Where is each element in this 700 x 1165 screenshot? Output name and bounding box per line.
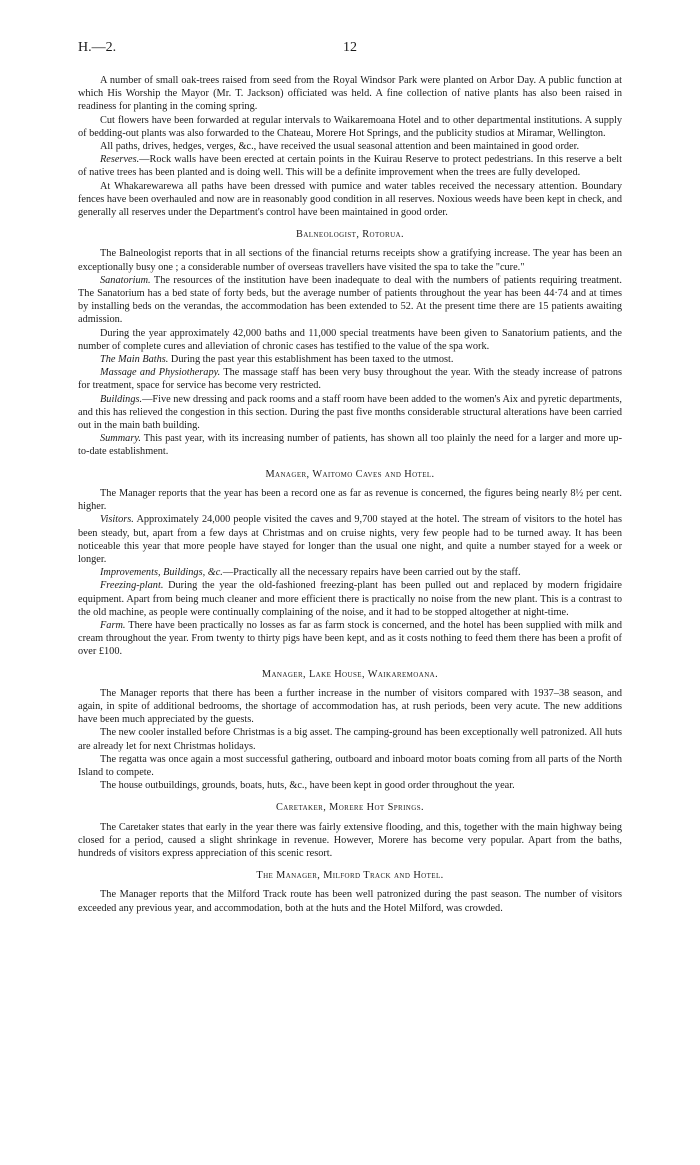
paragraph: At Whakarewarewa all paths have been dressed with pumice and water tables received the necessary attention. Boundary fences have been overhauled and now are in reasonably good condition in all reserves. Noxious weeds have been kept in check, and generally all reserves under the Department's control have been maintained in good order. (78, 180, 622, 219)
paragraph (78, 153, 622, 179)
paragraph-text: —Rock walls have been erected at certain points in the Kuirau Reserve to protect pedestrians. In this reserve a belt of native trees has been planted and is doing well. This will be a definite improvement when the trees are fully developed. (78, 154, 622, 179)
paragraph: The new cooler installed before Christmas is a big asset. The camping-ground has been exceptionally well patronized. All huts are already let for next Christmas holidays. (78, 727, 622, 752)
paragraph (78, 566, 622, 579)
paragraph (78, 247, 622, 273)
paragraph-lead: Summary. (100, 433, 141, 445)
section-heading: Manager, Waitomo Caves and Hotel. (265, 468, 435, 480)
paragraph-lead: The Main Baths. (100, 354, 169, 366)
paragraph: Cut flowers have been forwarded at regular intervals to Waikaremoana Hotel and to other departmental institutions. A supply of bedding-out plants was also forwarded to the Chateau, Morere Hot Springs, and the publicity studios at Miramar, Wellington. (78, 114, 622, 139)
section-heading: The Manager, Milford Track and Hotel. (256, 870, 444, 882)
page-header (78, 40, 622, 60)
paragraph-text: During the year approximately 42,000 baths and 11,000 special treatments have been given to Sanatorium patients, and the number of complete cures and alleviation of chronic cases has testified to the value of the spa work. (78, 327, 622, 352)
section-heading: Caretaker, Morere Hot Springs. (275, 802, 424, 814)
paragraph (78, 579, 622, 619)
intro-section (78, 74, 622, 219)
waitomo-section (78, 468, 622, 659)
morere-section (78, 801, 622, 860)
paragraph (78, 619, 622, 659)
paragraph: The Manager reports that there has been a further increase in the number of visitors compared with 1937–38 season, and again, in spite of additional bedrooms, the shortage of accommodation has, at rush periods, been very acute. The new additions have been much appreciated by the guests. (78, 687, 622, 726)
paragraph-lead: Visitors. (100, 514, 134, 526)
paragraph-text: The resources of the institution have been inadequate to deal with the numbers of patients requiring treatment. The Sanatorium has a bed state of forty beds, but the average number of patients throughout the year has been 44·74 and at times by installing beds on the verandas, the accommodation has been extended to 52. At the present time there are 15 patients awaiting admission. (78, 274, 622, 326)
paragraph-lead: Improvements, Buildings, &c. (100, 567, 223, 579)
paragraph-text: There have been practically no losses as far as farm stock is concerned, and the hotel has been supplied with milk and cream throughout the year. From twenty to thirty pigs have been kept, and as it costs nothing to feed them there has been a profit of over £100. (78, 619, 622, 658)
paragraph-lead: Buildings. (100, 393, 143, 405)
paragraph-lead: Massage and Physiotherapy. (100, 367, 221, 379)
paragraph: A number of small oak-trees raised from seed from the Royal Windsor Park were planted on Arbor Day. A public function at which His Worship the Mayor (Mr. T. Jackson) officiated was held. A fine collection of native plants has also been raised in readiness for planting in the coming spring. (78, 75, 622, 113)
section-paragraphs (78, 487, 622, 659)
paragraph-text: The massage staff has been very busy throughout the year. With the steady increase of patrons for treatment, space for service has become very restricted. (78, 367, 623, 392)
page-body (78, 74, 622, 915)
paragraph-text: —Five new dressing and pack rooms and a staff room have been added to the women's Aix and pyretic departments, and this has relieved the congestion in this section. During the past five months considerable structural alterations have been carried out in the main bath building. (78, 393, 622, 432)
paragraph: The regatta was once again a most successful gathering, outboard and inboard motor boats coming from all parts of the North Island to compete. (78, 753, 622, 778)
paragraph-lead: Farm. (100, 619, 126, 631)
paragraph-lead: Reserves. (100, 154, 140, 166)
paragraph-text: This past year, with its increasing number of patients, has shown all too plainly the need for a larger and more up-to-date establishment. (78, 433, 622, 458)
section-heading: Manager, Lake House, Waikaremoana. (261, 668, 439, 680)
document-reference: H.—2. (78, 40, 117, 55)
paragraph-text: The Manager reports that the year has been a record one as far as revenue is concerned, the figures being nearly 8½ per cent. higher. (78, 487, 622, 513)
paragraph-text: The Balneologist reports that in all sections of the financial returns receipts show a gratifying increase. The year has been an exceptionally busy one ; a considerable number of overseas travellers have visited the spa to take the "cure." (78, 248, 622, 273)
paragraph-text: During the past year this establishment has been taxed to the utmost. (168, 354, 454, 366)
paragraph-text: —Practically all the necessary repairs have been carried out by the staff. (222, 567, 521, 579)
paragraph-lead: Sanatorium. (100, 274, 151, 286)
paragraph (78, 353, 622, 366)
paragraph (78, 432, 622, 458)
paragraph (78, 487, 622, 513)
paragraph (78, 327, 622, 353)
section-paragraphs (78, 247, 622, 458)
section-heading: Balneologist, Rotorua. (296, 229, 404, 241)
paragraph-lead: Freezing-plant. (100, 580, 164, 592)
paragraph: All paths, drives, hedges, verges, &c., have received the usual seasonal attention and been maintained in good order. (100, 141, 580, 153)
waikaremoana-section (78, 668, 622, 793)
paragraph: The Manager reports that the Milford Track route has been well patronized during the past season. The number of visitors exceeded any previous year, and accommodation, both at the huts and the Hotel Milford, was crowded. (78, 889, 622, 914)
paragraph (78, 366, 622, 392)
paragraph (78, 513, 622, 566)
paragraph-text: During the year the old-fashioned freezing-plant has been pulled out and replaced by modern frigidaire equipment. Apart from being much cleaner and more efficient there is practically no noise from the new plant. This is a contrast to the old machine, as people were continually complaining of the noise, and it had to be stopped altogether at night-time. (78, 580, 622, 618)
paragraph: The Caretaker states that early in the year there was fairly extensive flooding, and this, together with the main highway being closed for a period, caused a slight shrinkage in revenue. However, Morere has become very popular. Apart from the baths, hundreds of visitors express appreciation of this scenic resort. (78, 821, 622, 859)
paragraph (78, 274, 622, 327)
paragraph (78, 393, 622, 433)
paragraph: The house outbuildings, grounds, boats, huts, &c., have been kept in good order throughout the year. (100, 780, 515, 792)
paragraph-text: Approximately 24,000 people visited the caves and 9,700 stayed at the hotel. The stream of visitors to the hotel has been steady, but, apart from a few days at Christmas and on cruise nights, very few people had to be turned away. It has been noticeable this year that more people have stayed for longer than the usual one night, and quite a number stayed for a week or longer. (78, 514, 622, 565)
page-number: 12 (343, 40, 357, 55)
balneologist-section (78, 228, 622, 458)
milford-section (78, 869, 622, 915)
